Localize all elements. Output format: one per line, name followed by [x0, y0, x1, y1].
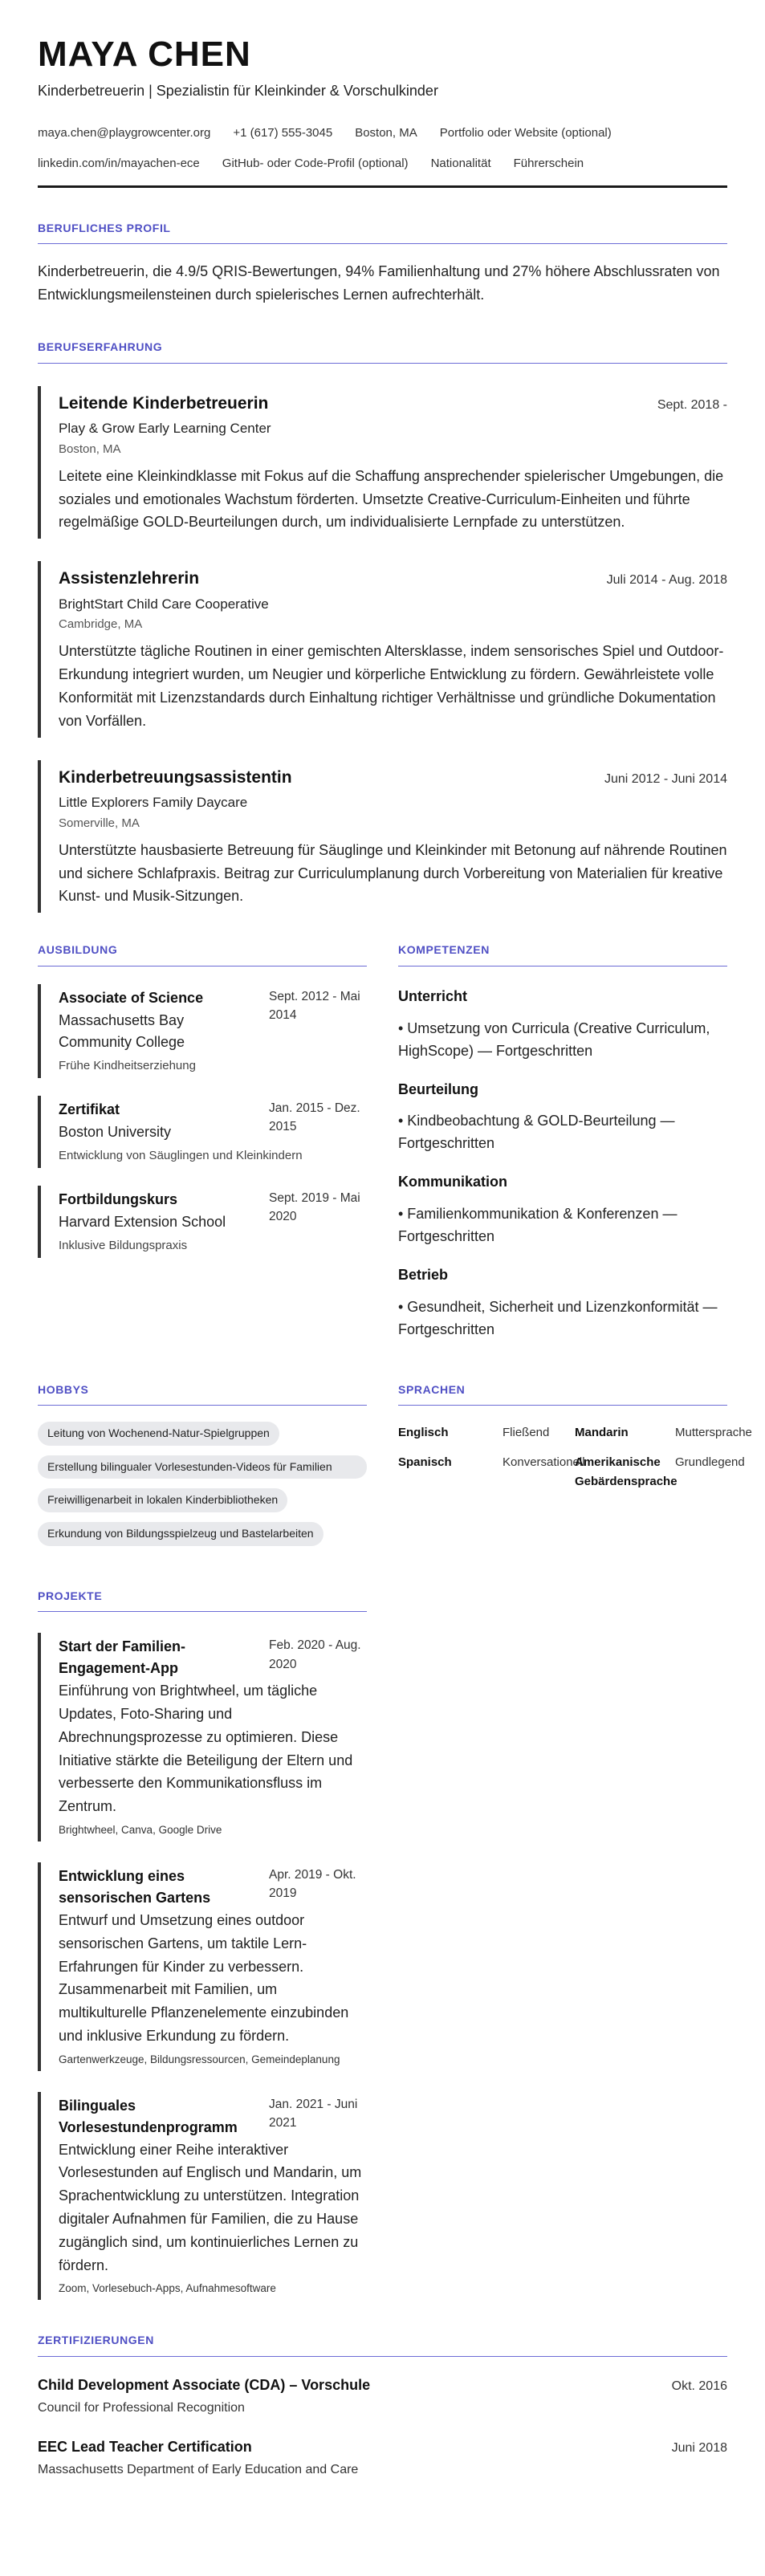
github-link[interactable]: GitHub- oder Code-Profil (optional) — [222, 156, 409, 170]
skill-category: Betrieb — [398, 1266, 449, 1283]
education-degree: Zertifikat — [59, 1101, 120, 1117]
hobby-tag: Erstellung bilingualer Vorlesestunden-Videos für Familien — [38, 1455, 367, 1479]
section-heading-languages: SPRACHEN — [398, 1382, 727, 1406]
contact-row-2 — [38, 154, 727, 173]
skill-item: • Kindbeobachtung & GOLD-Beurteilung — Fortgeschritten — [398, 1113, 675, 1152]
job-date: Juni 2012 - Juni 2014 — [604, 771, 727, 786]
certification-entry — [38, 2375, 727, 2419]
project-date: Feb. 2020 - Aug. 2020 — [269, 1638, 361, 1671]
project-entry — [38, 2092, 367, 2301]
drivers-license: Führerschein — [513, 156, 584, 170]
project-tools: Zoom, Vorlesebuch-Apps, Aufnahmesoftware — [59, 2282, 276, 2295]
project-description: Entwurf und Umsetzung eines outdoor sensorischen Gartens, um taktile Lern-Erfahrungen für Kinder zu verbessern. Zusammenarbeit mit Familien, um multikulturelle Pflanzenelemente einzubinden und inklusive Erkundung zu fördern. — [59, 1911, 349, 2044]
hobby-tag: Freiwilligenarbeit in lokalen Kinderbibliotheken — [38, 1488, 287, 1512]
education-degree: Fortbildungskurs — [59, 1191, 177, 1208]
projects-section — [38, 1588, 727, 2301]
job-entry — [38, 561, 727, 737]
project-title: Start der Familien-Engagement-App — [59, 1638, 186, 1677]
profile-summary: Kinderbetreuerin, die 4.9/5 QRIS-Bewertungen, 94% Familienhaltung und 27% höhere Abschlussraten von Entwicklungsmeilensteinen durch spielerisches Lernen aufrechterhält. — [38, 263, 720, 303]
language-level: Fließend — [503, 1426, 550, 1440]
job-location: Cambridge, MA — [59, 617, 143, 632]
job-entry — [38, 760, 727, 914]
certification-name: EEC Lead Teacher Certification — [38, 2438, 252, 2455]
candidate-name: MAYA CHEN — [38, 35, 251, 74]
project-tools: Gartenwerkzeuge, Bildungsressourcen, Gemeindeplanung — [59, 2053, 340, 2065]
header-divider — [38, 185, 727, 188]
job-entry — [38, 386, 727, 539]
languages-section — [398, 1382, 752, 1556]
certification-entry — [38, 2436, 727, 2480]
certification-date: Okt. 2016 — [671, 2379, 727, 2393]
project-date: Apr. 2019 - Okt. 2019 — [269, 1867, 356, 1901]
certification-issuer: Massachusetts Department of Early Education and Care — [38, 2462, 359, 2476]
language-level: Grundlegend — [675, 1455, 745, 1470]
skill-item: • Umsetzung von Curricula (Creative Curriculum, HighScope) — Fortgeschritten — [398, 1019, 710, 1059]
project-entry — [38, 1862, 367, 2071]
email-link[interactable]: maya.chen@playgrowcenter.org — [38, 126, 211, 140]
job-date: Sept. 2018 - — [657, 397, 727, 412]
certification-issuer: Council for Professional Recognition — [38, 2400, 245, 2415]
skills-list — [398, 986, 727, 1341]
skill-item: • Gesundheit, Sicherheit und Lizenzkonformität — Fortgeschritten — [398, 1298, 718, 1337]
nationality: Nationalität — [430, 156, 491, 170]
skill-category: Kommunikation — [398, 1174, 508, 1190]
education-degree: Associate of Science — [59, 989, 204, 1006]
education-field: Entwicklung von Säuglingen und Kleinkindern — [59, 1148, 303, 1162]
language-level: Muttersprache — [675, 1426, 752, 1440]
job-description: Leitete eine Kleinkindklasse mit Fokus auf die Schaffung ansprechender spielerischer Umgebungen, die soziales und emotionales Wachstum förderten. Umsetzte Creative-Curriculum-Einheiten und führte regelmäßige GOLD-Beurteilungen durch, um individualisierte Lernpfade zu unterstützen. — [59, 467, 724, 531]
job-organization: Little Explorers Family Daycare — [59, 795, 248, 811]
language-name: Englisch — [398, 1426, 449, 1440]
certifications-section — [38, 2332, 727, 2480]
candidate-headline: Kinderbetreuerin | Spezialistin für Kleinkinder & Vorschulkinder — [38, 83, 438, 100]
phone-number[interactable]: +1 (617) 555-3045 — [233, 126, 333, 140]
education-date: Sept. 2012 - Mai 2014 — [269, 989, 360, 1023]
section-heading-skills: KOMPETENZEN — [398, 942, 727, 967]
job-organization: Play & Grow Early Learning Center — [59, 421, 271, 437]
location: Boston, MA — [355, 126, 417, 140]
hobby-tag: Leitung von Wochenend-Natur-Spielgruppen — [38, 1422, 279, 1446]
profile-section — [38, 220, 727, 307]
job-description: Unterstützte tägliche Routinen in einer gemischten Altersklasse, indem sensorisches Spiel und Outdoor-Erkundung integriert wurden, um Neugier und körperliche Entwicklung zu fördern. Gewährleistete volle Konformität mit Lizenzstandards durch Einhaltung richtiger Verhältnisse und gründliche Dokumentation von Vorfällen. — [59, 643, 724, 729]
hobbies-languages-row — [38, 1382, 752, 1556]
education-entry — [38, 1096, 367, 1168]
language-name: Spanisch — [398, 1455, 452, 1470]
section-heading-profile: BERUFLICHES PROFIL — [38, 220, 727, 245]
project-title: Entwicklung eines sensorischen Gartens — [59, 1867, 211, 1906]
education-school: Boston University — [59, 1123, 172, 1140]
job-location: Somerville, MA — [59, 816, 140, 830]
education-skills-row — [38, 942, 727, 1341]
job-title: Kinderbetreuungsassistentin — [59, 767, 292, 787]
job-organization: BrightStart Child Care Cooperative — [59, 596, 269, 612]
hobbies-section — [38, 1382, 367, 1556]
language-list — [398, 1423, 752, 1491]
education-school: Massachusetts Bay Community College — [59, 1011, 185, 1050]
project-date: Jan. 2021 - Juni 2021 — [269, 2097, 358, 2130]
skill-item: • Familienkommunikation & Konferenzen — Fortgeschritten — [398, 1206, 678, 1244]
education-date: Jan. 2015 - Dez. 2015 — [269, 1101, 360, 1134]
portfolio-link[interactable]: Portfolio oder Website (optional) — [439, 126, 612, 140]
job-location: Boston, MA — [59, 442, 121, 456]
project-description: Einführung von Brightwheel, um tägliche Updates, Foto-Sharing und Abrechnungsprozesse zu optimieren. Diese Initiative stärkte die Beteiligung der Eltern und verbesserte den Kommunikationsfluss im Zentrum. — [59, 1683, 353, 1815]
certification-date: Juni 2018 — [671, 2440, 727, 2455]
skill-category: Unterricht — [398, 987, 468, 1004]
job-title: Assistenzlehrerin — [59, 569, 200, 588]
experience-section — [38, 339, 727, 913]
section-heading-education: AUSBILDUNG — [38, 942, 367, 967]
project-tools: Brightwheel, Canva, Google Drive — [59, 1824, 222, 1837]
job-title: Leitende Kinderbetreuerin — [59, 393, 269, 413]
education-section — [38, 942, 367, 1341]
skill-category: Beurteilung — [398, 1080, 479, 1097]
education-school: Harvard Extension School — [59, 1214, 226, 1230]
contact-info — [38, 124, 727, 173]
language-name: Amerikanische Gebärdensprache — [575, 1455, 678, 1488]
job-date: Juli 2014 - Aug. 2018 — [606, 573, 727, 588]
resume-header — [38, 35, 727, 188]
certification-name: Child Development Associate (CDA) – Vorschule — [38, 2376, 371, 2393]
section-heading-hobbies: HOBBYS — [38, 1382, 367, 1406]
section-heading-projects: PROJEKTE — [38, 1588, 367, 1613]
skills-section — [398, 942, 727, 1341]
project-description: Entwicklung einer Reihe interaktiver Vorlesestunden auf Englisch und Mandarin, um Sprachentwicklung zu unterstützen. Integration digitaler Aufnahmen für Familien, die zu Hause zugänglich sind, um kontinuierliches Lernen zu fördern. — [59, 2141, 362, 2273]
hobby-list — [38, 1422, 367, 1555]
education-field: Inklusive Bildungspraxis — [59, 1239, 188, 1252]
project-entry — [38, 1633, 367, 1841]
project-title: Bilinguales Vorlesestundenprogramm — [59, 2097, 238, 2135]
section-heading-experience: BERUFSERFAHRUNG — [38, 339, 727, 364]
education-entry — [38, 984, 367, 1078]
contact-row-1 — [38, 124, 727, 142]
hobby-tag: Erkundung von Bildungsspielzeug und Bastelarbeiten — [38, 1522, 323, 1546]
education-field: Frühe Kindheitserziehung — [59, 1058, 196, 1072]
education-date: Sept. 2019 - Mai 2020 — [269, 1191, 360, 1224]
education-entry — [38, 1186, 367, 1258]
linkedin-link[interactable]: linkedin.com/in/mayachen-ece — [38, 156, 200, 170]
language-name: Mandarin — [575, 1426, 629, 1440]
language-level: Konversationell — [503, 1455, 585, 1470]
section-heading-certifications: ZERTIFIZIERUNGEN — [38, 2332, 727, 2357]
job-description: Unterstützte hausbasierte Betreuung für Säuglinge und Kleinkinder mit Betonung auf nährende Routinen und sichere Schlafpraxis. Beitrag zur Curriculumplanung durch Vorbereitung von Materialien für kreative Kunst- und Musik-Sitzungen. — [59, 841, 727, 905]
